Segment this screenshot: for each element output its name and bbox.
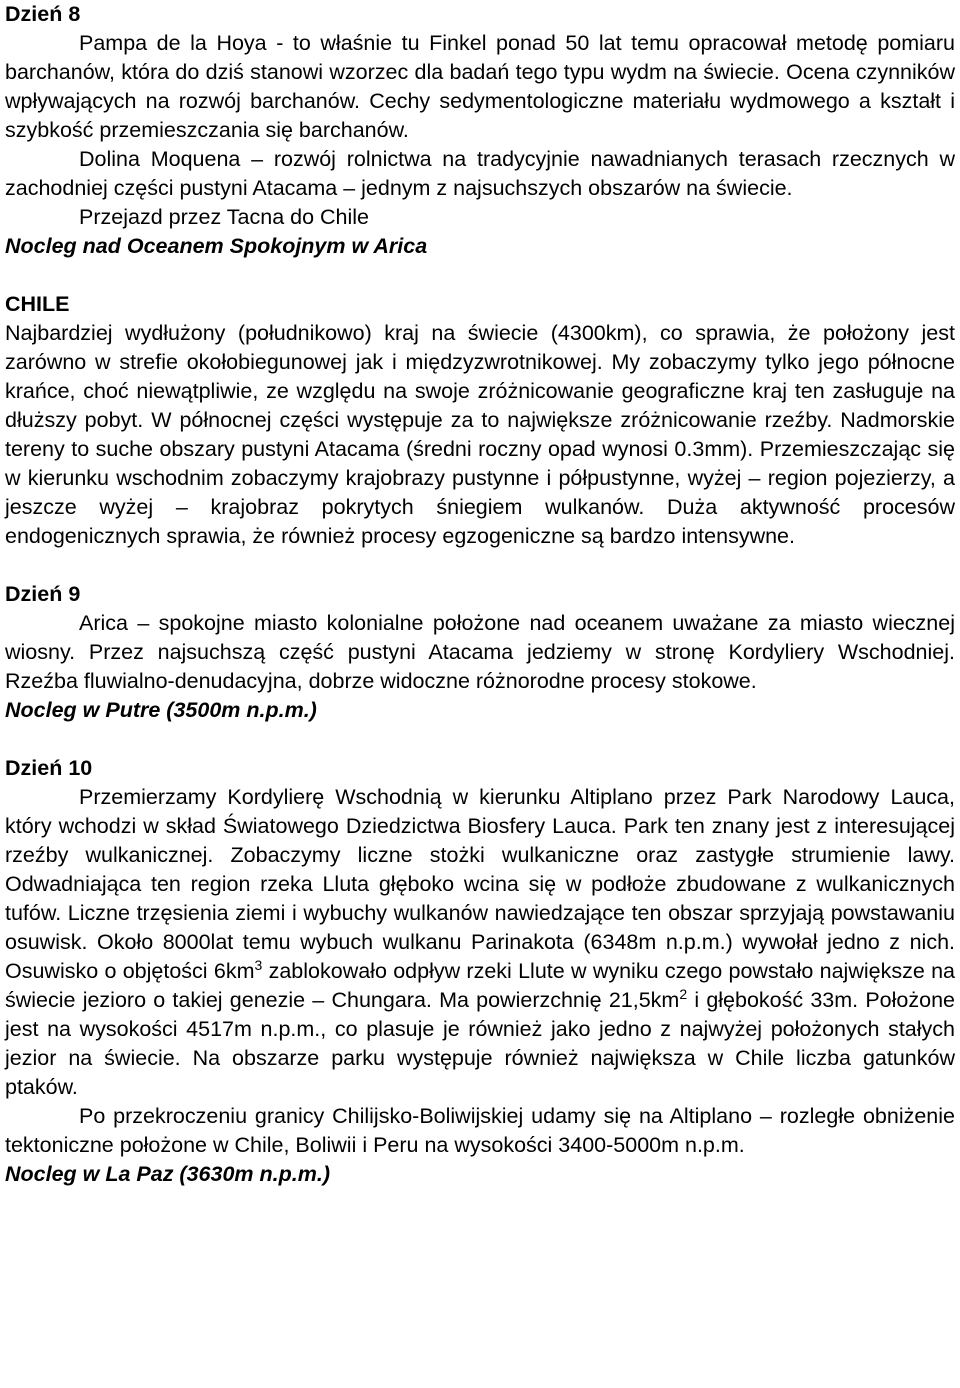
day-8-section	[5, 0, 955, 261]
day-9-heading: Dzień 9	[5, 582, 81, 606]
superscript-2: 2	[679, 986, 688, 1002]
chile-paragraph: Najbardziej wydłużony (południkowo) kraj na świecie (4300km), co sprawia, że położony jest zarówno w strefie okołobiegunowej jak i międzyzwrotnikowej. My zobaczymy tylko jego północne krańce, choć niewątpliwie, ze względu na swoje zróżnicowanie geograficzne kraj ten zasługuje na dłuższy pobyt. W północnej części występuje za to największe zróżnicowanie rzeźby. Nadmorskie tereny to suche obszary pustyni Atacama (średni roczny opad wynosi 0.3mm). Przemieszczając się w kierunku wschodnim zobaczymy krajobrazy pustynne i półpustynne, wyżej – region pojezierzy, a jeszcze wyżej – krajobraz pokrytych śniegiem wulkanów. Duża aktywność procesów endogenicznych sprawia, że również procesy egzogeniczne są bardzo intensywne.	[5, 321, 955, 548]
day-10-paragraph-1	[5, 783, 955, 1102]
day-10-overnight: Nocleg w La Paz (3630m n.p.m.)	[5, 1162, 330, 1186]
day-10-heading: Dzień 10	[5, 756, 93, 780]
day-10-paragraph-1-part-a: Przemierzamy Kordylierę Wschodnią w kierunku Altiplano przez Park Narodowy Lauca, który wchodzi w skład Światowego Dziedzictwa Biosfery Lauca. Park ten znany jest z interesującej rzeźby wulkanicznej. Zobaczymy liczne stożki wulkaniczne oraz zastygłe strumienie lawy. Odwadniająca ten region rzeka Lluta głęboko wcina się w podłoże zbudowane z wulkanicznych tufów. Liczne trzęsienia ziemi i wybuchy wulkanów nawiedzające ten obszar sprzyjają powstawaniu osuwisk. Około 8000lat temu wybuch wulkanu Parinakota (6348m n.p.m.) wywołał jedno z nich. Osuwisko o objętości 6km	[5, 785, 955, 983]
chile-heading: CHILE	[5, 292, 70, 316]
section-spacer	[5, 261, 955, 290]
day-10-paragraph-1-part-c: i głębokość 33m. Położone jest na wysokości 4517m n.p.m., co plasuje je również jako jedno z najwyżej położonych stałych jezior na świecie. Na obszarze parku występuje również największa w Chile liczba gatunków ptaków.	[5, 988, 955, 1099]
section-spacer	[5, 725, 955, 754]
superscript-3: 3	[254, 957, 263, 973]
day-8-paragraph-3: Przejazd przez Tacna do Chile	[79, 205, 370, 229]
day-9-paragraph-1: Arica – spokojne miasto kolonialne położone nad oceanem uważane za miasto wiecznej wiosny. Przez najsuchszą część pustyni Atacama jedziemy w stronę Kordyliery Wschodniej. Rzeźba fluwialno-denudacyjna, dobrze widoczne różnorodne procesy stokowe.	[5, 611, 955, 693]
day-10-paragraph-2: Po przekroczeniu granicy Chilijsko-Boliwijskiej udamy się na Altiplano – rozległe obniżenie tektoniczne położone w Chile, Boliwii i Peru na wysokości 3400-5000m n.p.m.	[5, 1104, 955, 1157]
day-9-overnight: Nocleg w Putre (3500m n.p.m.)	[5, 698, 317, 722]
day-8-paragraph-1: Pampa de la Hoya - to właśnie tu Finkel ponad 50 lat temu opracował metodę pomiaru barchanów, która do dziś stanowi wzorzec dla badań tego typu wydm na świecie. Ocena czynników wpływających na rozwój barchanów. Cechy sedymentologiczne materiału wydmowego a kształt i szybkość przemieszczania się barchanów.	[5, 31, 955, 142]
day-10-paragraph-1-part-b: zablokowało odpływ rzeki Llute w wyniku czego powstało największe na świecie jezioro o takiej genezie – Chungara. Ma powierzchnię 21,5km	[5, 959, 956, 1012]
day-8-overnight: Nocleg nad Oceanem Spokojnym w Arica	[5, 234, 428, 258]
chile-section	[5, 290, 955, 551]
day-8-heading: Dzień 8	[5, 2, 81, 26]
day-8-paragraph-2: Dolina Moquena – rozwój rolnictwa na tradycyjnie nawadnianych terasach rzecznych w zachodniej części pustyni Atacama – jednym z najsuchszych obszarów na świecie.	[5, 147, 955, 200]
section-spacer	[5, 551, 955, 580]
day-10-section	[5, 754, 955, 1189]
day-9-section	[5, 580, 955, 725]
